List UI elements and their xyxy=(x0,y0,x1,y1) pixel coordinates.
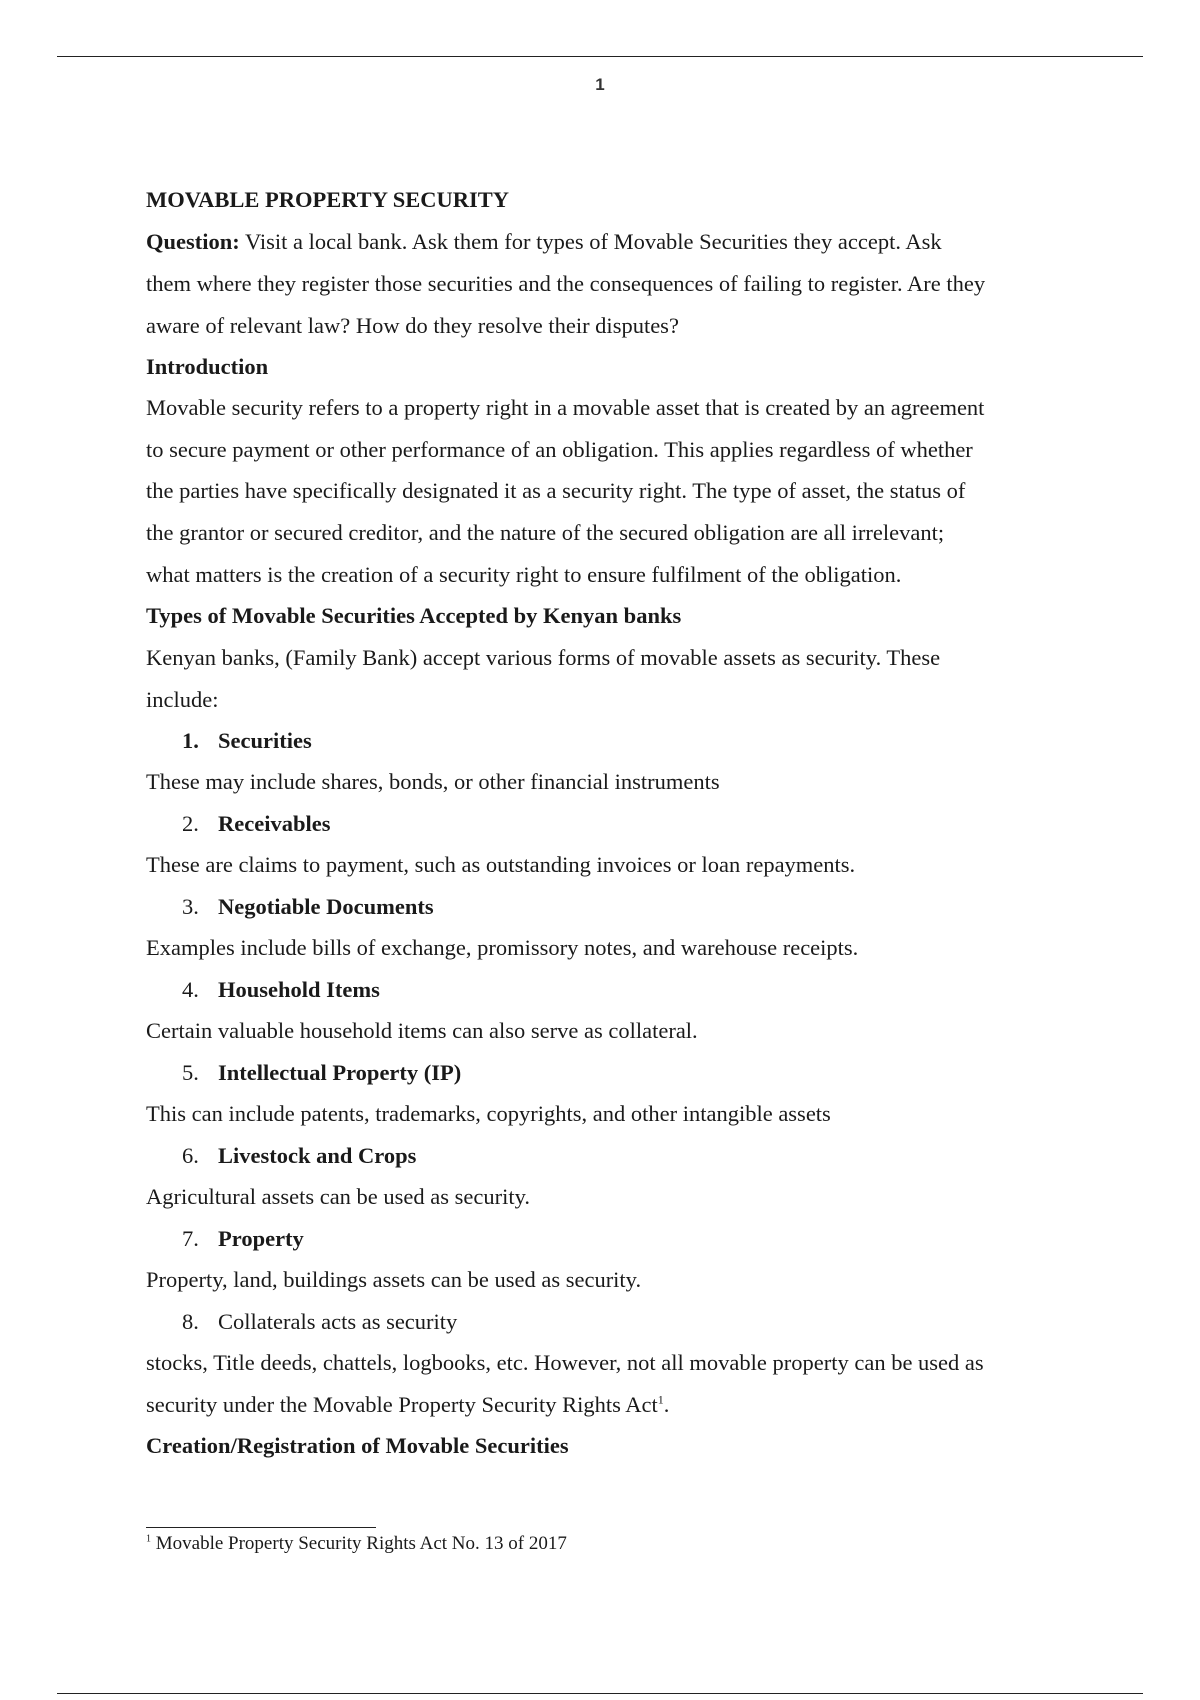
list-item-desc: These may include shares, bonds, or other financial instruments xyxy=(146,769,720,794)
footer-rule xyxy=(57,1693,1143,1694)
document-body xyxy=(146,179,1066,1467)
list-item-desc-line-1: stocks, Title deeds, chattels, logbooks, etc. However, not all movable property can be used as xyxy=(146,1350,984,1375)
list-item-desc: Examples include bills of exchange, promissory notes, and warehouse receipts. xyxy=(146,935,859,960)
list-item-desc-line-2: security under the Movable Property Security Rights Act$^1$. xyxy=(146,1392,670,1417)
list-item-desc: These are claims to payment, such as outstanding invoices or loan repayments. xyxy=(146,852,856,877)
list-item-title: 2. Receivables xyxy=(182,811,331,836)
list-item-title: 1. Securities xyxy=(182,728,312,753)
introduction-line-4: the grantor or secured creditor, and the nature of the secured obligation are all irrelevant; xyxy=(146,520,945,545)
list-item-desc: Certain valuable household items can also serve as collateral. xyxy=(146,1018,698,1043)
types-intro-line-2: include: xyxy=(146,687,219,712)
footnote-rule xyxy=(146,1527,376,1528)
types-heading: Types of Movable Securities Accepted by Kenyan banks xyxy=(146,603,682,628)
list-item-desc: Agricultural assets can be used as security. xyxy=(146,1184,531,1209)
footnote-reference[interactable]: 1 xyxy=(657,1392,664,1407)
introduction-line-2: to secure payment or other performance of an obligation. This applies regardless of whether xyxy=(146,437,973,462)
question-line-3: aware of relevant law? How do they resolve their disputes? xyxy=(146,313,679,338)
question-text-1: Visit a local bank. Ask them for types of Movable Securities they accept. Ask xyxy=(239,229,942,254)
list-item-desc: Property, land, buildings assets can be used as security. xyxy=(146,1267,642,1292)
header-rule xyxy=(57,56,1143,57)
introduction-line-3: the parties have specifically designated it as a security right. The type of asset, the status of xyxy=(146,478,966,503)
list-item-title: 8. Collaterals acts as security xyxy=(182,1309,458,1334)
introduction-line-5: what matters is the creation of a security right to ensure fulfilment of the obligation. xyxy=(146,562,902,587)
list-item-title: 7. Property xyxy=(182,1226,304,1251)
introduction-heading: Introduction xyxy=(146,354,269,379)
list-item-title: 3. Negotiable Documents xyxy=(182,894,434,919)
question-line-2: them where they register those securities and the consequences of failing to register. Are they xyxy=(146,271,986,296)
list-item-title: 5. Intellectual Property (IP) xyxy=(182,1060,462,1085)
introduction-line-1: Movable security refers to a property right in a movable asset that is created by an agreement xyxy=(146,395,985,420)
document-title: MOVABLE PROPERTY SECURITY xyxy=(146,187,510,212)
list-item-title: 4. Household Items xyxy=(182,977,380,1002)
question-label: Question: xyxy=(146,229,240,254)
question-line-1 xyxy=(146,221,1066,263)
page-number: 1 xyxy=(595,75,605,94)
footnote-marker: 1 xyxy=(146,1533,151,1545)
types-intro-line-1: Kenyan banks, (Family Bank) accept various forms of movable assets as security. These xyxy=(146,645,941,670)
footnote-text: Movable Property Security Rights Act No. 13 of 2017 xyxy=(151,1533,567,1554)
creation-heading: Creation/Registration of Movable Securities xyxy=(146,1433,569,1458)
footnote xyxy=(146,1533,567,1555)
list-item-desc: This can include patents, trademarks, copyrights, and other intangible assets xyxy=(146,1101,831,1126)
list-item-title: 6. Livestock and Crops xyxy=(182,1143,417,1168)
